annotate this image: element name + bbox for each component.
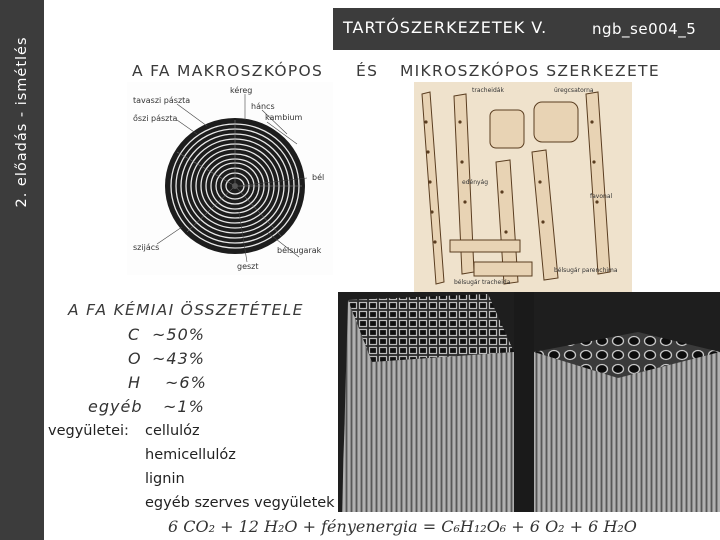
compound-cellulose: cellulóz (145, 423, 200, 439)
compound-other-organic: egyéb szerves vegyületek (145, 495, 335, 511)
slide-code: ngb_se004_5 (592, 20, 697, 38)
sem-micrographs (338, 292, 720, 512)
value-o: ~43% (152, 349, 205, 368)
label-vessel: edényág (462, 179, 489, 186)
trunk-cross-section-figure (127, 82, 333, 275)
value-h: ~6% (165, 373, 207, 392)
label-resin-canal: üregcsatorna (554, 87, 594, 94)
chem-title: A FA KÉMIAI ÖSSZETÉTELE (68, 301, 304, 319)
label-spring-wood: tavaszi pászta (133, 96, 191, 105)
equation-equals: = (422, 517, 442, 536)
label-bark: kéreg (230, 86, 253, 95)
label-bast: háncs (251, 102, 275, 111)
value-other: ~1% (163, 397, 205, 416)
microscopic-structure-drawing (414, 82, 632, 294)
equation-lhs: 6 CO₂ + 12 H₂O + fényenergia (168, 517, 418, 536)
label-tracheid: tracheidák (472, 87, 504, 94)
micro-title: MIKROSZKÓPOS SZERKEZETE (400, 62, 660, 80)
value-c: ~50% (152, 325, 205, 344)
compounds-label: vegyületei: (48, 423, 129, 439)
compound-lignin: lignin (145, 471, 185, 487)
sidebar-label: 2. előadás - ismétlés (14, 36, 30, 208)
photosynthesis-equation (168, 517, 637, 536)
label-heartwood: geszt (237, 262, 259, 271)
label-autumn-wood: őszi pászta (133, 114, 178, 123)
label-ray-parenchyma: bélsugár parenchima (554, 267, 618, 274)
header-title: TARTÓSZERKEZETEK V. (343, 18, 548, 37)
label-sapwood: szijács (133, 243, 160, 252)
element-h: H (128, 373, 142, 392)
microscopic-structure-figure (414, 82, 632, 294)
label-pith: bél (312, 173, 325, 182)
element-other: egyéb (88, 397, 143, 416)
label-medullary-rays: bélsugarak (277, 246, 322, 255)
label-cambium: kambium (265, 113, 303, 122)
element-c: C (128, 325, 141, 344)
element-o: O (128, 349, 142, 368)
macro-title: A FA MAKROSZKÓPOS (132, 62, 324, 80)
label-pore: favonal (590, 193, 613, 200)
sidebar (0, 0, 44, 540)
equation-rhs: C₆H₁₂O₆ + 6 O₂ + 6 H₂O (441, 517, 637, 536)
sem-micrograph-drawing (338, 292, 720, 512)
label-ray-tracheid: bélsugár tracheida (454, 279, 511, 286)
and-word: ÉS (356, 62, 379, 80)
compound-hemicellulose: hemicellulóz (145, 447, 236, 463)
